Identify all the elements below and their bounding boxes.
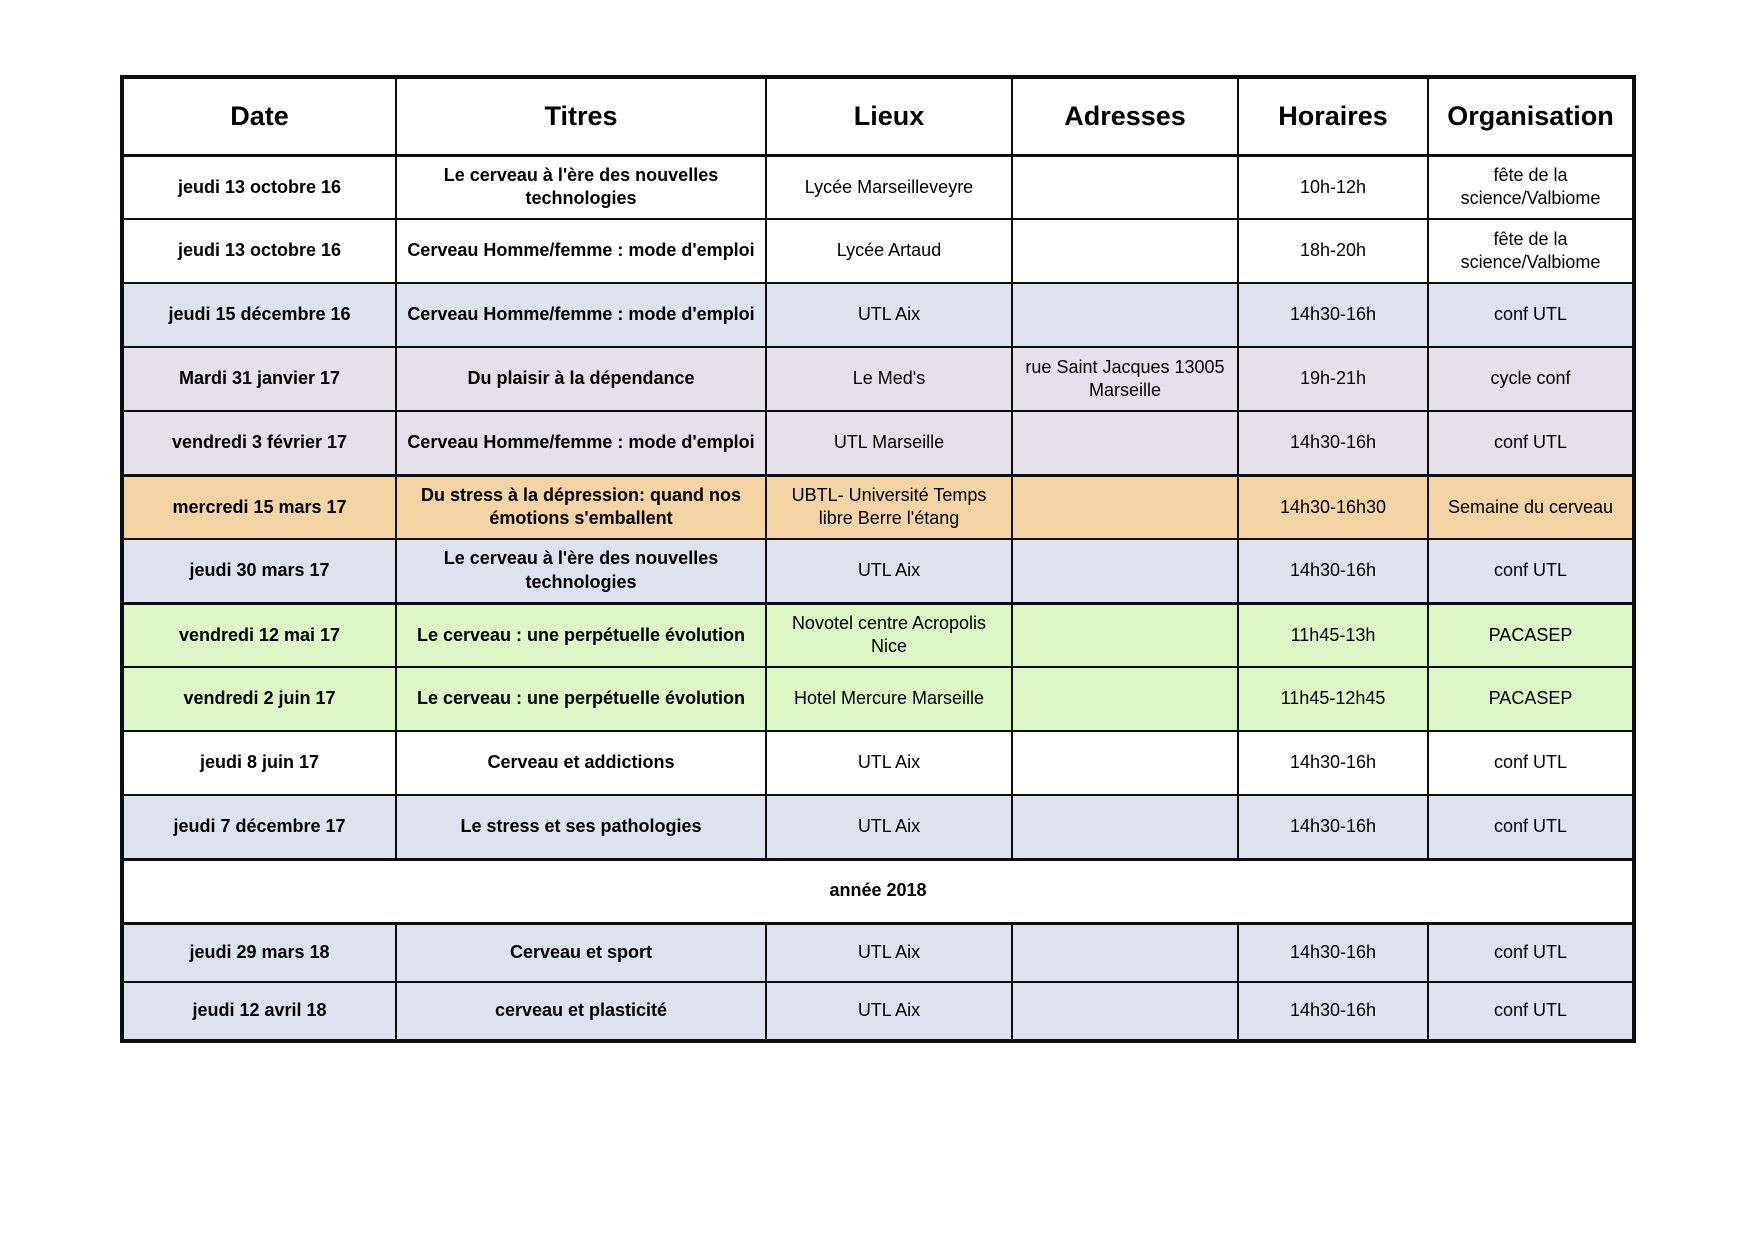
cell-lieu: Lycée Artaud [766, 219, 1012, 283]
cell-titre: Cerveau et sport [396, 923, 766, 982]
cell-titre: Le cerveau : une perpétuelle évolution [396, 667, 766, 731]
table-row [122, 219, 1634, 283]
cell-adresse [1012, 219, 1238, 283]
cell-adresse [1012, 795, 1238, 859]
cell-titre: Cerveau Homme/femme : mode d'emploi [396, 219, 766, 283]
cell-organisation: fête de la science/Valbiome [1428, 219, 1634, 283]
cell-date: jeudi 30 mars 17 [122, 539, 396, 603]
table-row [122, 795, 1634, 859]
cell-adresse [1012, 982, 1238, 1041]
table-row [122, 603, 1634, 667]
section-label: année 2018 [122, 859, 1634, 923]
cell-adresse [1012, 731, 1238, 795]
cell-lieu: UTL Aix [766, 539, 1012, 603]
cell-horaire: 11h45-12h45 [1238, 667, 1428, 731]
cell-adresse: rue Saint Jacques 13005 Marseille [1012, 347, 1238, 411]
cell-adresse [1012, 475, 1238, 539]
cell-adresse [1012, 667, 1238, 731]
cell-lieu: UTL Aix [766, 283, 1012, 347]
cell-date: vendredi 3 février 17 [122, 411, 396, 475]
cell-organisation: conf UTL [1428, 283, 1634, 347]
cell-titre: Le stress et ses pathologies [396, 795, 766, 859]
cell-organisation: Semaine du cerveau [1428, 475, 1634, 539]
cell-date: jeudi 15 décembre 16 [122, 283, 396, 347]
cell-organisation: conf UTL [1428, 923, 1634, 982]
cell-date: jeudi 13 octobre 16 [122, 155, 396, 219]
cell-titre: Le cerveau à l'ère des nouvelles technologies [396, 155, 766, 219]
cell-lieu: UTL Aix [766, 731, 1012, 795]
cell-adresse [1012, 283, 1238, 347]
cell-date: vendredi 2 juin 17 [122, 667, 396, 731]
cell-adresse [1012, 155, 1238, 219]
table-row [122, 475, 1634, 539]
column-header-date: Date [122, 77, 396, 155]
table-row [122, 283, 1634, 347]
cell-horaire: 14h30-16h [1238, 795, 1428, 859]
cell-lieu: UTL Aix [766, 795, 1012, 859]
cell-horaire: 14h30-16h [1238, 923, 1428, 982]
cell-horaire: 14h30-16h [1238, 982, 1428, 1041]
column-header-lieu: Lieux [766, 77, 1012, 155]
cell-titre: Du plaisir à la dépendance [396, 347, 766, 411]
cell-horaire: 14h30-16h30 [1238, 475, 1428, 539]
cell-organisation: conf UTL [1428, 731, 1634, 795]
cell-organisation: PACASEP [1428, 667, 1634, 731]
cell-organisation: conf UTL [1428, 539, 1634, 603]
cell-lieu: UTL Aix [766, 982, 1012, 1041]
cell-titre: Cerveau Homme/femme : mode d'emploi [396, 411, 766, 475]
table-row [122, 155, 1634, 219]
cell-date: jeudi 29 mars 18 [122, 923, 396, 982]
section-row [122, 859, 1634, 923]
cell-organisation: conf UTL [1428, 411, 1634, 475]
cell-horaire: 10h-12h [1238, 155, 1428, 219]
cell-date: jeudi 8 juin 17 [122, 731, 396, 795]
column-header-adresse: Adresses [1012, 77, 1238, 155]
cell-adresse [1012, 603, 1238, 667]
cell-titre: cerveau et plasticité [396, 982, 766, 1041]
cell-date: Mardi 31 janvier 17 [122, 347, 396, 411]
cell-lieu: UTL Marseille [766, 411, 1012, 475]
cell-horaire: 14h30-16h [1238, 411, 1428, 475]
cell-horaire: 14h30-16h [1238, 731, 1428, 795]
cell-titre: Cerveau et addictions [396, 731, 766, 795]
cell-titre: Du stress à la dépression: quand nos émotions s'emballent [396, 475, 766, 539]
cell-adresse [1012, 411, 1238, 475]
cell-organisation: fête de la science/Valbiome [1428, 155, 1634, 219]
header-row [122, 77, 1634, 155]
cell-organisation: cycle conf [1428, 347, 1634, 411]
cell-date: jeudi 12 avril 18 [122, 982, 396, 1041]
events-table [120, 75, 1636, 1043]
cell-titre: Le cerveau à l'ère des nouvelles technologies [396, 539, 766, 603]
table-header [122, 77, 1634, 155]
cell-organisation: conf UTL [1428, 795, 1634, 859]
table-row [122, 667, 1634, 731]
table-row [122, 347, 1634, 411]
cell-adresse [1012, 923, 1238, 982]
cell-lieu: Hotel Mercure Marseille [766, 667, 1012, 731]
cell-lieu: Novotel centre Acropolis Nice [766, 603, 1012, 667]
table-row [122, 982, 1634, 1041]
table-row [122, 539, 1634, 603]
cell-horaire: 19h-21h [1238, 347, 1428, 411]
cell-adresse [1012, 539, 1238, 603]
cell-lieu: UTL Aix [766, 923, 1012, 982]
column-header-horaire: Horaires [1238, 77, 1428, 155]
cell-titre: Le cerveau : une perpétuelle évolution [396, 603, 766, 667]
table-row [122, 731, 1634, 795]
cell-date: vendredi 12 mai 17 [122, 603, 396, 667]
column-header-organisation: Organisation [1428, 77, 1634, 155]
table-row [122, 411, 1634, 475]
cell-lieu: UBTL- Université Temps libre Berre l'étang [766, 475, 1012, 539]
cell-date: mercredi 15 mars 17 [122, 475, 396, 539]
cell-horaire: 14h30-16h [1238, 539, 1428, 603]
cell-horaire: 11h45-13h [1238, 603, 1428, 667]
cell-organisation: conf UTL [1428, 982, 1634, 1041]
table-row [122, 923, 1634, 982]
cell-lieu: Lycée Marseilleveyre [766, 155, 1012, 219]
cell-horaire: 18h-20h [1238, 219, 1428, 283]
cell-date: jeudi 13 octobre 16 [122, 219, 396, 283]
cell-organisation: PACASEP [1428, 603, 1634, 667]
cell-lieu: Le Med's [766, 347, 1012, 411]
cell-horaire: 14h30-16h [1238, 283, 1428, 347]
table-body [122, 155, 1634, 1041]
cell-titre: Cerveau Homme/femme : mode d'emploi [396, 283, 766, 347]
column-header-titre: Titres [396, 77, 766, 155]
cell-date: jeudi 7 décembre 17 [122, 795, 396, 859]
